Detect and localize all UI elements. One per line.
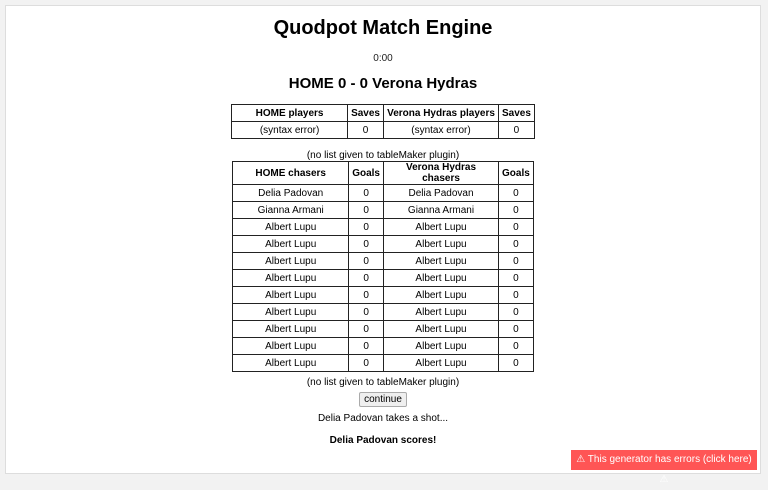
cell-home-goals: 0 <box>349 287 384 304</box>
event-text: Delia Padovan takes a shot... <box>317 413 449 424</box>
continue-row <box>6 389 760 407</box>
cell-home-chaser: Albert Lupu <box>233 253 349 270</box>
cell-away-chaser: Delia Padovan <box>384 185 499 202</box>
cell-home-player: (syntax error) <box>232 122 348 139</box>
header-away-saves: Saves <box>499 105 535 122</box>
header-away-players: Verona Hydras players <box>384 105 499 122</box>
cell-away-goals: 0 <box>499 253 534 270</box>
cell-home-goals: 0 <box>349 253 384 270</box>
cell-home-goals: 0 <box>349 219 384 236</box>
table-row <box>233 253 534 270</box>
table-maker-note: (no list given to tableMaker plugin) <box>306 377 460 388</box>
chasers-table <box>232 161 534 372</box>
cell-home-chaser: Albert Lupu <box>233 287 349 304</box>
cell-home-goals: 0 <box>349 236 384 253</box>
table-row <box>233 304 534 321</box>
cell-away-goals: 0 <box>499 270 534 287</box>
keepers-table-wrap <box>6 104 760 139</box>
table-row <box>233 270 534 287</box>
cell-away-chaser: Albert Lupu <box>384 270 499 287</box>
keepers-table <box>231 104 535 139</box>
cell-away-chaser: Albert Lupu <box>384 355 499 372</box>
cell-away-goals: 0 <box>499 236 534 253</box>
cell-home-goals: 0 <box>349 338 384 355</box>
cell-home-chaser: Albert Lupu <box>233 304 349 321</box>
cell-home-goals: 0 <box>349 304 384 321</box>
cell-home-chaser: Albert Lupu <box>233 236 349 253</box>
scoreline: HOME 0 - 0 Verona Hydras <box>288 75 478 92</box>
table-row <box>233 185 534 202</box>
cell-home-goals: 0 <box>349 321 384 338</box>
cell-home-chaser: Albert Lupu <box>233 338 349 355</box>
table-header-row <box>233 162 534 185</box>
cell-home-goals: 0 <box>349 202 384 219</box>
cell-away-chaser: Albert Lupu <box>384 236 499 253</box>
cell-away-chaser: Albert Lupu <box>384 219 499 236</box>
cell-away-player: (syntax error) <box>384 122 499 139</box>
cell-away-chaser: Gianna Armani <box>384 202 499 219</box>
header-home-players: HOME players <box>232 105 348 122</box>
cell-away-chaser: Albert Lupu <box>384 321 499 338</box>
chasers-table-wrap <box>6 161 760 372</box>
generator-errors-button[interactable]: ⚠ This generator has errors (click here) ⚠ <box>571 450 757 470</box>
cell-away-goals: 0 <box>499 185 534 202</box>
cell-home-saves: 0 <box>348 122 384 139</box>
header-away-goals: Goals <box>499 162 534 185</box>
generator-output-panel <box>5 5 761 474</box>
table-row <box>233 321 534 338</box>
table-row <box>233 287 534 304</box>
score-event-text: Delia Padovan scores! <box>329 435 437 446</box>
continue-button[interactable]: continue <box>359 392 407 407</box>
header-home-goals: Goals <box>349 162 384 185</box>
table-row <box>233 355 534 372</box>
cell-away-chaser: Albert Lupu <box>384 287 499 304</box>
cell-home-chaser: Albert Lupu <box>233 219 349 236</box>
cell-away-goals: 0 <box>499 321 534 338</box>
cell-away-goals: 0 <box>499 355 534 372</box>
header-home-saves: Saves <box>348 105 384 122</box>
table-header-row <box>232 105 535 122</box>
cell-home-chaser: Albert Lupu <box>233 355 349 372</box>
cell-home-chaser: Gianna Armani <box>233 202 349 219</box>
cell-home-goals: 0 <box>349 270 384 287</box>
page-title: Quodpot Match Engine <box>273 17 493 39</box>
cell-away-goals: 0 <box>499 338 534 355</box>
table-row <box>233 202 534 219</box>
header-away-chasers: Verona Hydras chasers <box>384 162 499 185</box>
cell-away-goals: 0 <box>499 287 534 304</box>
cell-away-saves: 0 <box>499 122 535 139</box>
header-home-chasers: HOME chasers <box>233 162 349 185</box>
cell-home-chaser: Delia Padovan <box>233 185 349 202</box>
table-row <box>233 338 534 355</box>
cell-home-goals: 0 <box>349 185 384 202</box>
table-row <box>233 219 534 236</box>
table-row <box>232 122 535 139</box>
cell-away-goals: 0 <box>499 219 534 236</box>
cell-home-goals: 0 <box>349 355 384 372</box>
cell-home-chaser: Albert Lupu <box>233 321 349 338</box>
table-maker-note: (no list given to tableMaker plugin) <box>306 150 460 161</box>
table-row <box>233 236 534 253</box>
match-clock: 0:00 <box>373 53 393 64</box>
cell-away-chaser: Albert Lupu <box>384 253 499 270</box>
cell-home-chaser: Albert Lupu <box>233 270 349 287</box>
cell-away-goals: 0 <box>499 202 534 219</box>
cell-away-goals: 0 <box>499 304 534 321</box>
cell-away-chaser: Albert Lupu <box>384 338 499 355</box>
cell-away-chaser: Albert Lupu <box>384 304 499 321</box>
